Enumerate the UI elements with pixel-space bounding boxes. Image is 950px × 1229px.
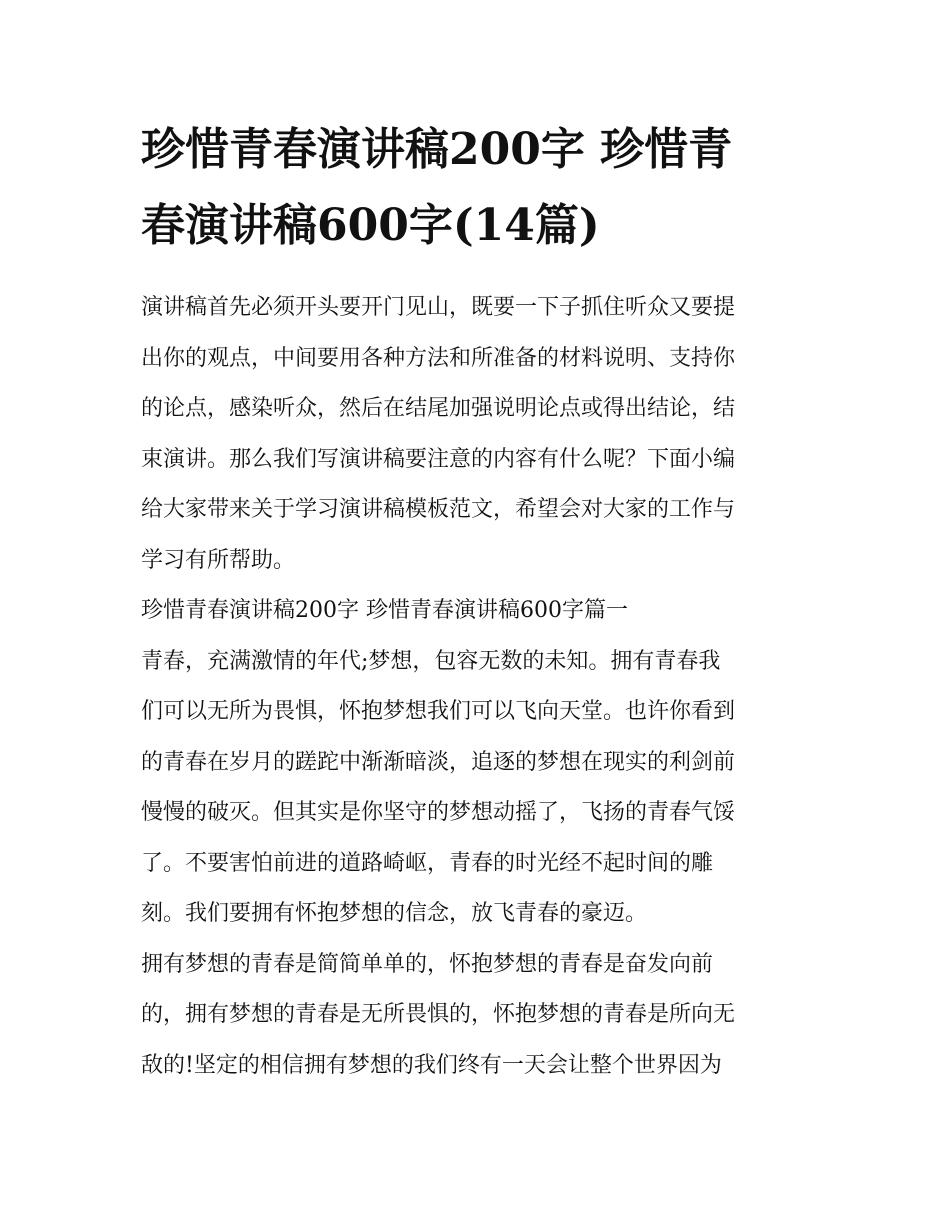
text-line: 了。不要害怕前进的道路崎岖，青春的时光经不起时间的雕	[141, 850, 714, 876]
text-line: 拥有梦想的青春是简简单单的，怀抱梦想的青春是奋发向前	[141, 951, 714, 977]
document-title	[141, 112, 813, 264]
text-line: 敌的!坚定的相信拥有梦想的我们终有一天会让整个世界因为	[141, 1052, 722, 1078]
document-content	[141, 112, 813, 1091]
body-paragraph-1	[141, 637, 813, 940]
text-line: 给大家带来关于学习演讲稿模板范文，希望会对大家的工作与	[141, 497, 736, 522]
section-heading: 珍惜青春演讲稿200字 珍惜青春演讲稿600字篇一	[141, 598, 628, 623]
text-line: 束演讲。那么我们写演讲稿要注意的内容有什么呢？下面小编	[141, 446, 736, 472]
intro-paragraph	[141, 283, 813, 586]
text-line: 青春，充满激情的年代;梦想，包容无数的未知。拥有青春我	[141, 648, 721, 674]
text-line: 出你的观点，中间要用各种方法和所准备的材料说明、支持你	[141, 345, 736, 371]
text-line: 学习有所帮助。	[141, 547, 296, 573]
text-line: 的论点，感染听众，然后在结尾加强说明论点或得出结论，结	[141, 396, 736, 421]
body-paragraph-2	[141, 940, 813, 1092]
text-line: 的青春在岁月的蹉跎中渐渐暗淡，追逐的梦想在现实的利剑前	[141, 749, 736, 775]
text-line: 演讲稿首先必须开头要开门见山，既要一下子抓住听众又要提	[141, 295, 736, 320]
text-line: 慢慢的破灭。但其实是你坚守的梦想动摇了，飞扬的青春气馁	[141, 800, 736, 825]
text-line: 刻。我们要拥有怀抱梦想的信念，放飞青春的豪迈。	[141, 901, 648, 926]
title-line: 珍惜青春演讲稿200字 珍惜青	[141, 124, 733, 175]
text-line: 的，拥有梦想的青春是无所畏惧的，怀抱梦想的青春是所向无	[141, 1002, 736, 1027]
title-line: 春演讲稿600字(14篇)	[141, 200, 600, 251]
text-line: 们可以无所为畏惧，怀抱梦想我们可以飞向天堂。也许你看到	[141, 699, 736, 724]
